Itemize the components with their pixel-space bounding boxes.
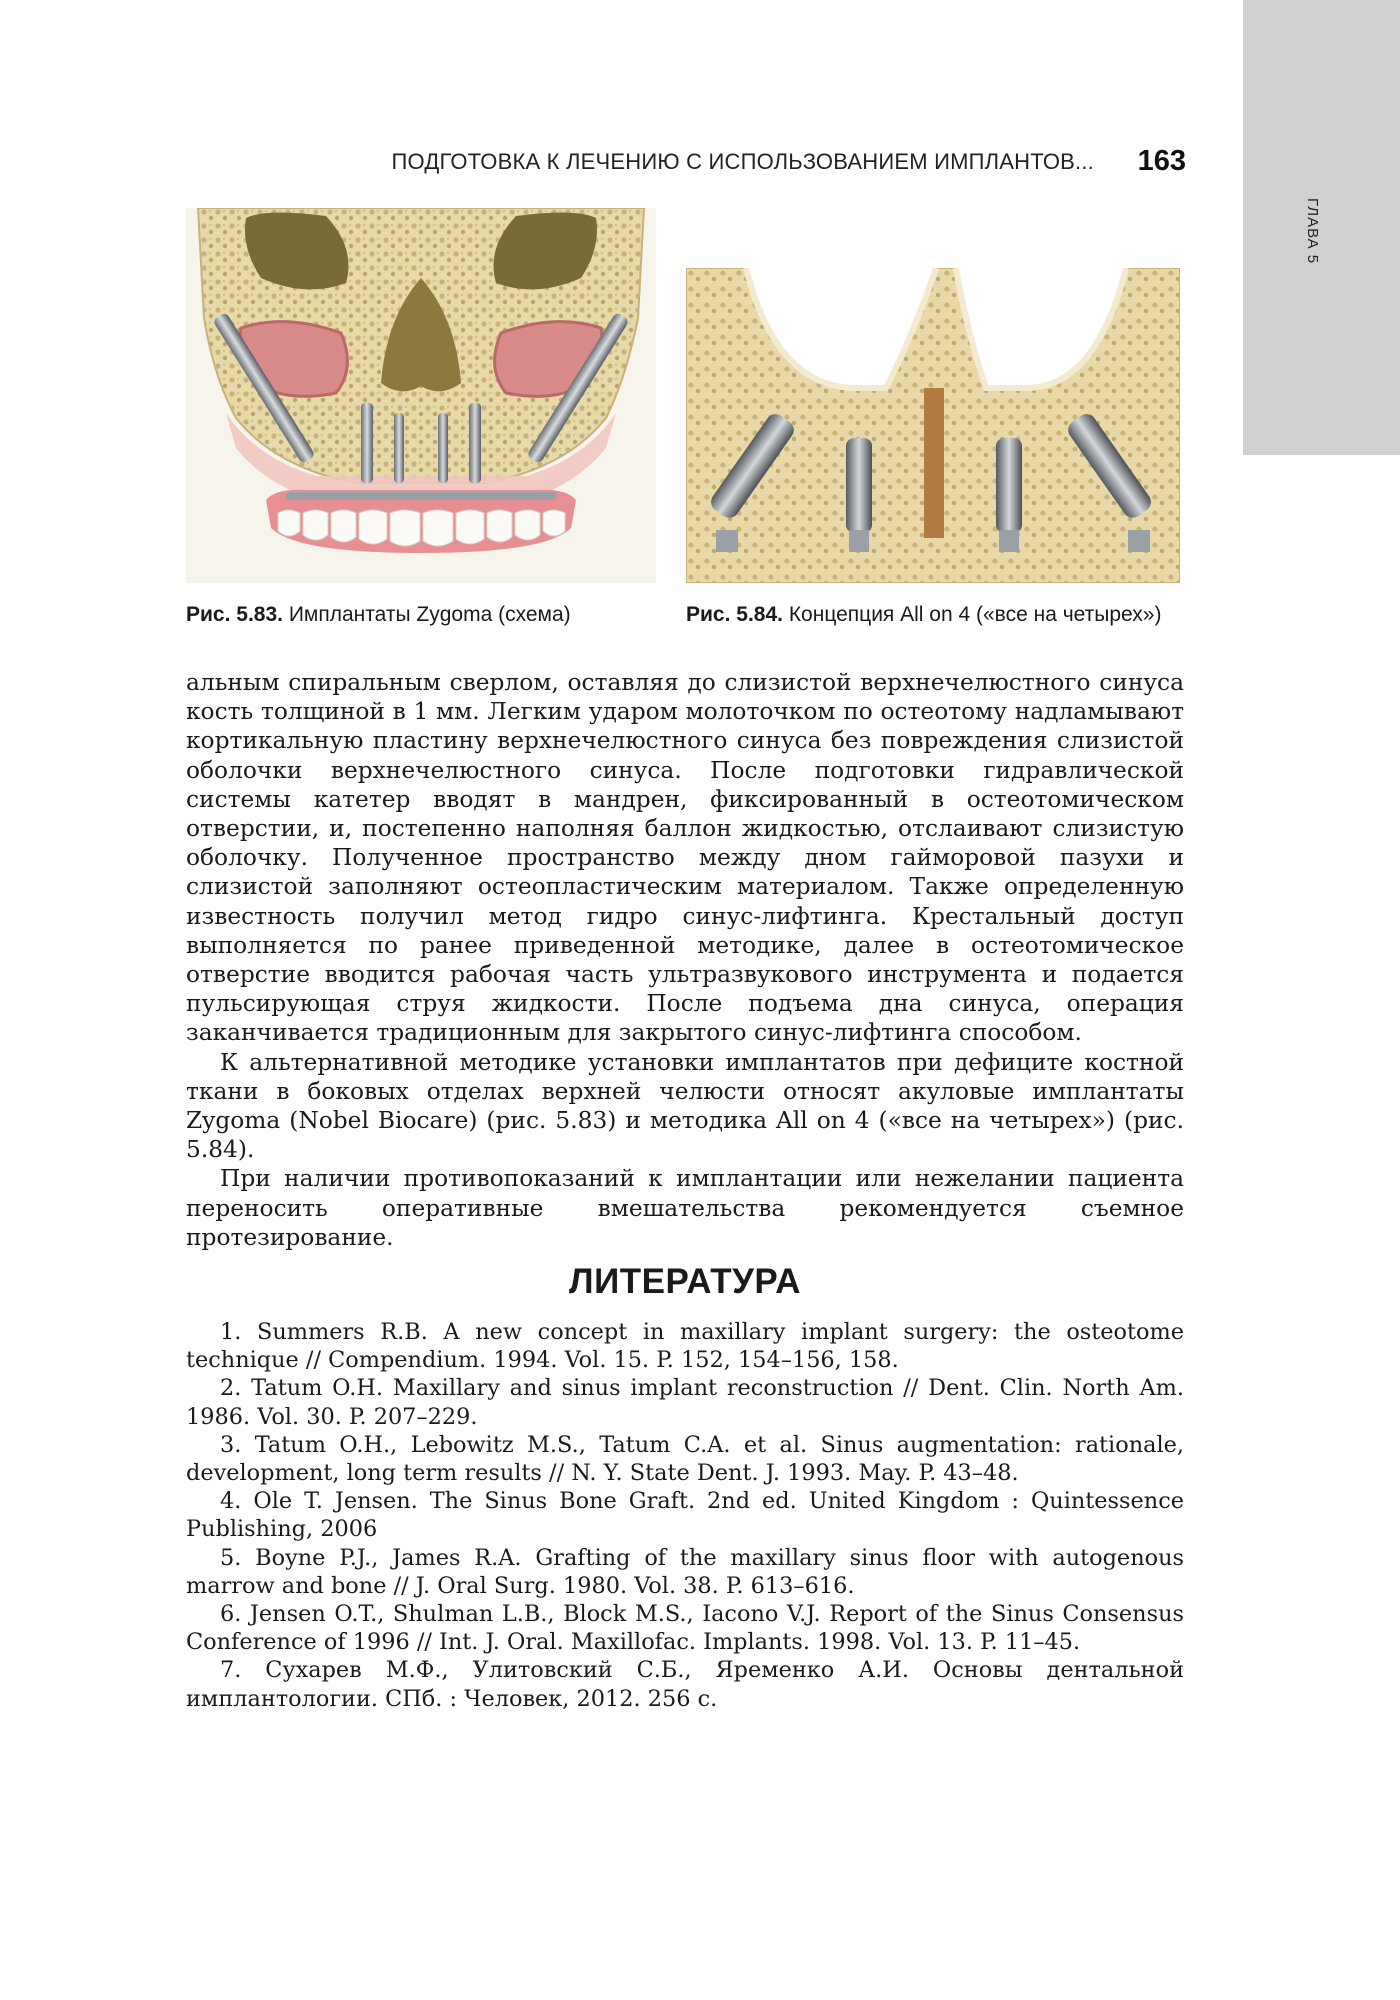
figure-caption-text: Концепция All on 4 («все на четырех») xyxy=(782,603,1162,626)
figure-zygoma-implants xyxy=(186,208,656,583)
chapter-side-tab xyxy=(1243,0,1400,455)
figure-caption-5-84 xyxy=(686,603,1161,627)
running-header xyxy=(186,145,1186,185)
figure-caption-text: Имплантаты Zygoma (схема) xyxy=(282,603,571,626)
reference-item: 6. Jensen O.T., Shulman L.B., Block M.S., Iacono V.J. Report of the Sinus Consensus Conference of 1996 // Int. J. Oral. Maxillofac. Implants. 1998. Vol. 13. P. 11–45. xyxy=(186,1601,1184,1656)
paragraph: альным спиральным сверлом, оставляя до слизистой верхнечелюстного синуса кость толщиной в 1 мм. Легким ударом молоточком по остеотому надламывают кортикальную пластину верхнечелюстного синуса без повреждения слизистой оболочки верхнечелюстного синуса. После подготовки гидравлической системы катетер вводят в мандрен, фиксированный в остеотомическом отверстии, и, постепенно наполняя баллон жидкостью, отслаивают слизистую оболочку. Полученное пространство между дном гайморовой пазухи и слизистой заполняют остеопластическим материалом. Также определенную известность получил метод гидро синус-лифтинга. Крестальный доступ выполняется по ранее приведенной методике, далее в остеотомическое отверстие вводится рабочая часть ультразвукового инструмента и подается пульсирующая струя жидкости. После подъема дна синуса, операция заканчивается традиционным для закрытого синус-лифтинга способом. xyxy=(186,669,1184,1047)
figure-all-on-4 xyxy=(686,268,1180,583)
figure-caption-5-83 xyxy=(186,603,571,627)
running-header-title: ПОДГОТОВКА К ЛЕЧЕНИЮ С ИСПОЛЬЗОВАНИЕМ ИМПЛАНТОВ... xyxy=(391,149,1094,174)
reference-item: 5. Boyne P.J., James R.A. Grafting of the maxillary sinus floor with autogenous marrow and bone // J. Oral Surg. 1980. Vol. 38. P. 613–616. xyxy=(186,1544,1184,1599)
reference-item: 7. Сухарев М.Ф., Улитовский С.Б., Яременко А.И. Основы дентальной имплантологии. СПб. : Человек, 2012. 256 с. xyxy=(186,1657,1184,1712)
body-text xyxy=(186,668,1184,1252)
chapter-label: ГЛАВА 5 xyxy=(1304,198,1321,265)
reference-item: 1. Summers R.B. A new concept in maxillary implant surgery: the osteotome technique // Compendium. 1994. Vol. 15. P. 152, 154–156, 158. xyxy=(186,1319,1184,1374)
paragraph: При наличии противопоказаний к имплантации или нежелании пациента переносить оперативные вмешательства рекомендуется съемное протезирование. xyxy=(186,1165,1184,1251)
literature-heading: ЛИТЕРАТУРА xyxy=(569,1262,801,1301)
reference-list xyxy=(186,1318,1184,1713)
paragraph: К альтернативной методике установки имплантатов при дефиците костной ткани в боковых отделах верхней челюсти относят акуловые имплантаты Zygoma (Nobel Biocare) (рис. 5.83) и методика All on 4 («все на четырех») (рис. 5.84). xyxy=(186,1048,1184,1164)
reference-item: 3. Tatum O.H., Lebowitz M.S., Tatum C.A. et al. Sinus augmentation: rationale, development, long term results // N. Y. State Dent. J. 1993. May. P. 43–48. xyxy=(186,1431,1184,1487)
page-number: 163 xyxy=(1137,145,1186,177)
reference-item: 2. Tatum O.H. Maxillary and sinus implant reconstruction // Dent. Clin. North Am. 1986. Vol. 30. P. 207–229. xyxy=(186,1375,1184,1430)
figure-label: Рис. 5.83. xyxy=(186,603,283,626)
figure-label: Рис. 5.84. xyxy=(686,603,783,626)
reference-item: 4. Ole T. Jensen. The Sinus Bone Graft. 2nd ed. United Kingdom : Quintessence Publishing, 2006 xyxy=(186,1488,1184,1543)
